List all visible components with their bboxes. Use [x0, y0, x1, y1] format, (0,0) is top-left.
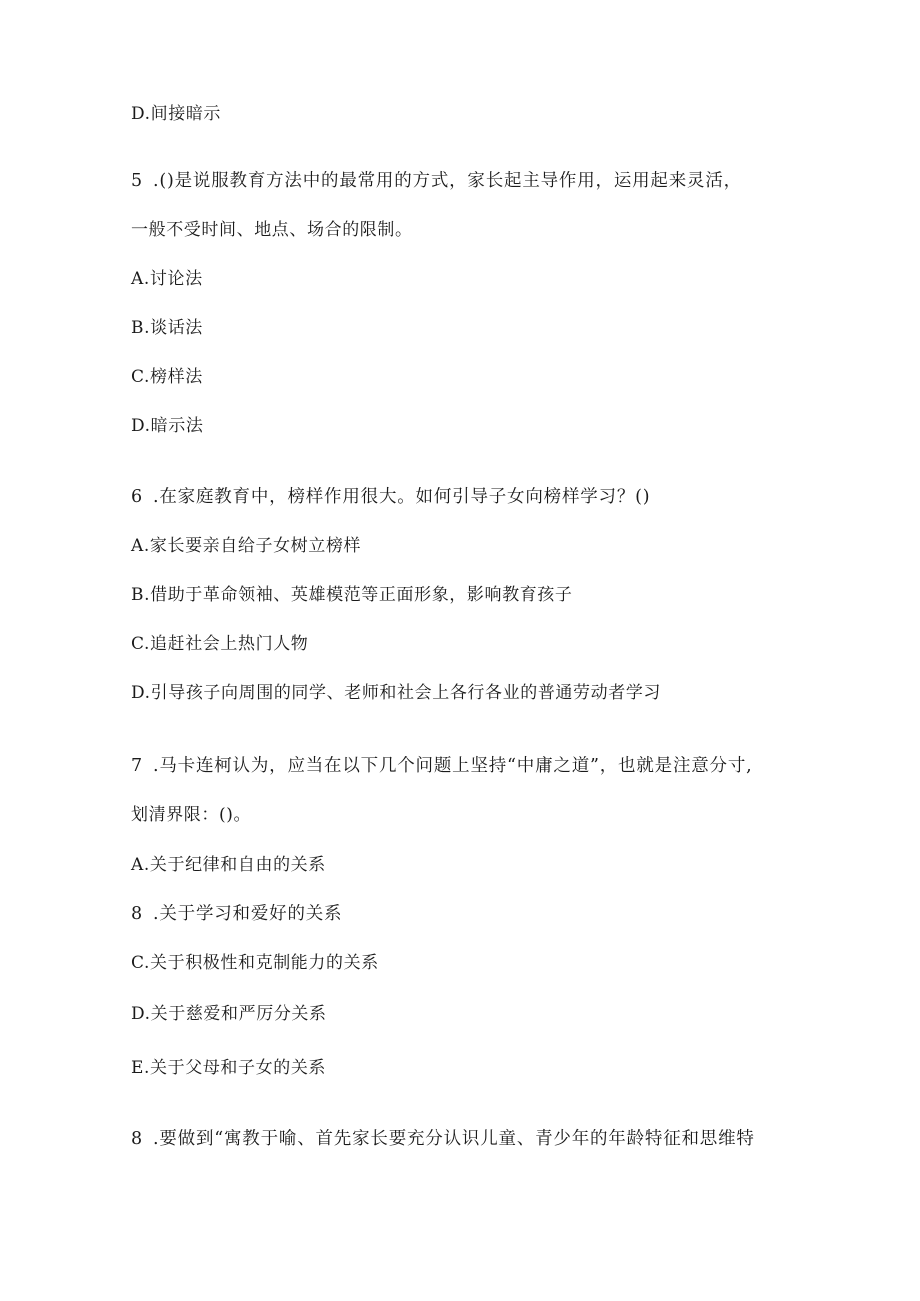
option-line: A.家长要亲自给子女树立榜样: [131, 536, 362, 556]
option-line: D.引导孩子向周围的同学、老师和社会上各行各业的普通劳动者学习: [131, 683, 662, 703]
option-line: C.榜样法: [131, 367, 203, 387]
question-7: 7 .马卡连柯认为，应当在以下几个问题上坚持“中庸之道”，也就是注意分寸,: [131, 756, 753, 776]
question-8: 8 .要做到“寓教于喻、首先家长要充分认识儿童、青少年的年龄特征和思维特: [131, 1129, 755, 1149]
option-line: A.关于纪律和自由的关系: [131, 855, 326, 875]
question-6: 6 .在家庭教育中，榜样作用很大。如何引导子女向榜样学习？(): [131, 487, 651, 507]
option-line: B.谈话法: [131, 318, 203, 338]
question-number: 7: [131, 756, 143, 776]
option-line: D.关于慈爱和严厉分关系: [131, 1004, 327, 1024]
question-number: 8: [131, 1129, 143, 1149]
option-line: B.借助于革命领袖、英雄模范等正面形象，影响教育孩子: [131, 585, 573, 605]
option-line: A.讨论法: [131, 269, 203, 289]
question-number: 5: [131, 171, 143, 191]
option-line: D.间接暗示: [131, 104, 222, 124]
option-line: C.关于积极性和克制能力的关系: [131, 953, 379, 973]
question-8-misnumbered-option: 8 .关于学习和爱好的关系: [131, 904, 343, 924]
question-continuation: 划清界限：()。: [131, 805, 252, 825]
option-line: D.暗示法: [131, 416, 204, 436]
question-number: 8: [131, 904, 143, 924]
option-line: C.追赶社会上热门人物: [131, 634, 309, 654]
question-5: 5 .()是说服教育方法中的最常用的方式，家长起主导作用，运用起来灵活，: [131, 171, 742, 191]
question-number: 6: [131, 487, 143, 507]
question-continuation: 一般不受时间、地点、场合的限制。: [131, 220, 413, 240]
option-line: E.关于父母和子女的关系: [131, 1058, 327, 1078]
